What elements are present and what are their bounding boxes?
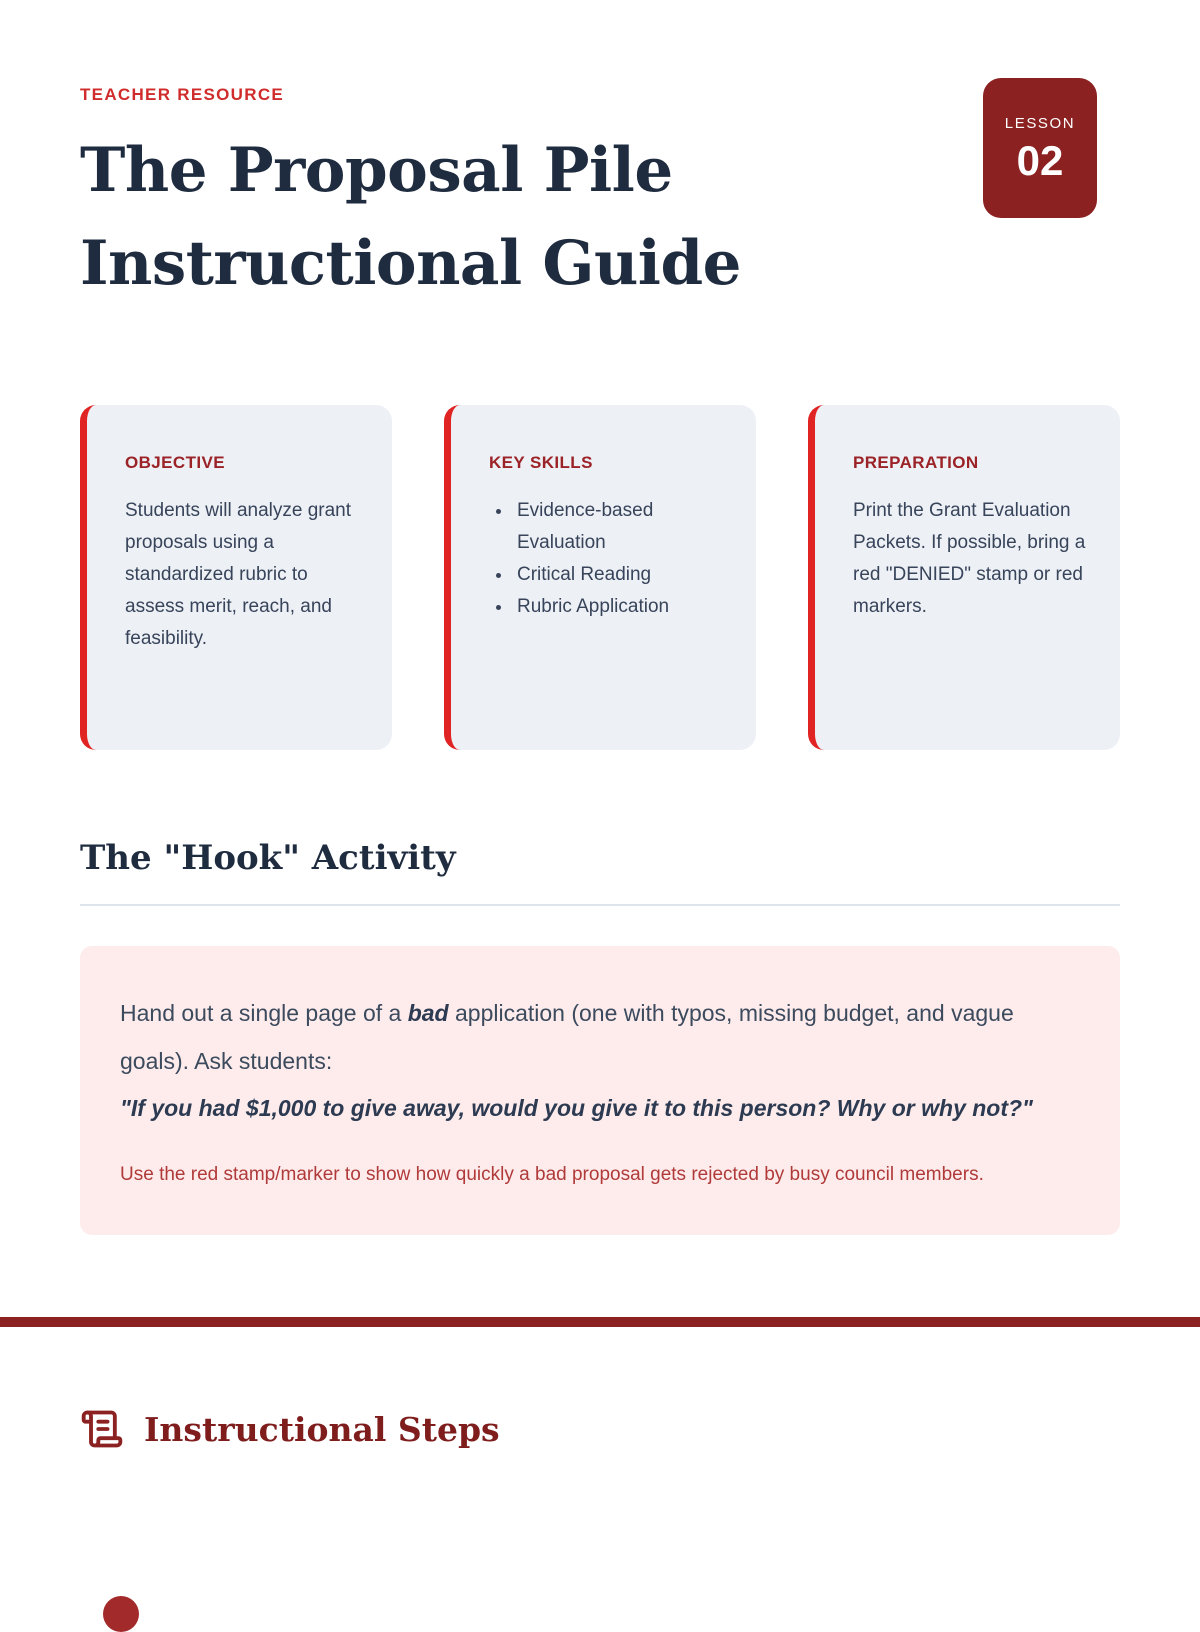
- lesson-badge: [983, 78, 1097, 218]
- page-title-line2: Instructional Guide: [80, 227, 741, 299]
- instructional-steps-section: [0, 1407, 1200, 1451]
- eyebrow-label: TEACHER RESOURCE: [80, 85, 285, 104]
- lesson-badge-label: LESSON: [1004, 114, 1076, 132]
- key-skill-item: • Rubric Application: [513, 591, 722, 623]
- instructional-steps-heading: [80, 1407, 1120, 1451]
- key-skill-item: • Evidence-based Evaluation: [513, 495, 722, 559]
- hook-activity-section: [0, 838, 1200, 1235]
- lesson-badge-number: 02: [1016, 136, 1064, 184]
- step-number-badge: [103, 1596, 139, 1632]
- key-skills-card: [444, 405, 756, 750]
- page-title: [80, 125, 1120, 310]
- key-skills-card-heading: KEY SKILLS: [489, 453, 593, 473]
- instructional-steps-label: Instructional Steps: [144, 1409, 500, 1449]
- hook-intro-suffix: application (one with typos, missing budget, and vague goals). Ask students:: [120, 1000, 1014, 1074]
- scroll-icon: [80, 1407, 124, 1451]
- hook-intro-prefix: Hand out a single page of a: [120, 1000, 408, 1027]
- preparation-card-body: Print the Grant Evaluation Packets. If possible, bring a red "DENIED" stamp or red markers.: [853, 500, 1086, 618]
- key-skills-list: [489, 495, 722, 623]
- hook-activity-heading: The "Hook" Activity: [80, 838, 1120, 906]
- info-cards: [0, 405, 1200, 750]
- hook-question-text: "If you had $1,000 to give away, would you give it to this person? Why or why not?": [120, 1094, 1033, 1121]
- objective-card-heading: OBJECTIVE: [125, 453, 225, 473]
- page-header: [0, 0, 1200, 310]
- page-title-line1: The Proposal Pile: [80, 135, 673, 206]
- objective-card: [80, 405, 392, 750]
- key-skill-item: • Critical Reading: [513, 559, 722, 591]
- section-divider-bar: [0, 1317, 1200, 1327]
- preparation-card: [808, 405, 1120, 750]
- preparation-card-heading: PREPARATION: [853, 453, 979, 473]
- hook-activity-box: [80, 946, 1120, 1235]
- objective-card-body: Students will analyze grant proposals using a standardized rubric to assess merit, reach, and feasibility.: [125, 500, 352, 650]
- hook-intro-text: [120, 990, 1080, 1084]
- hook-intro-emphasis: bad: [407, 1000, 449, 1027]
- hook-note-text: Use the red stamp/marker to show how quickly a bad proposal gets rejected by busy council members.: [120, 1163, 984, 1185]
